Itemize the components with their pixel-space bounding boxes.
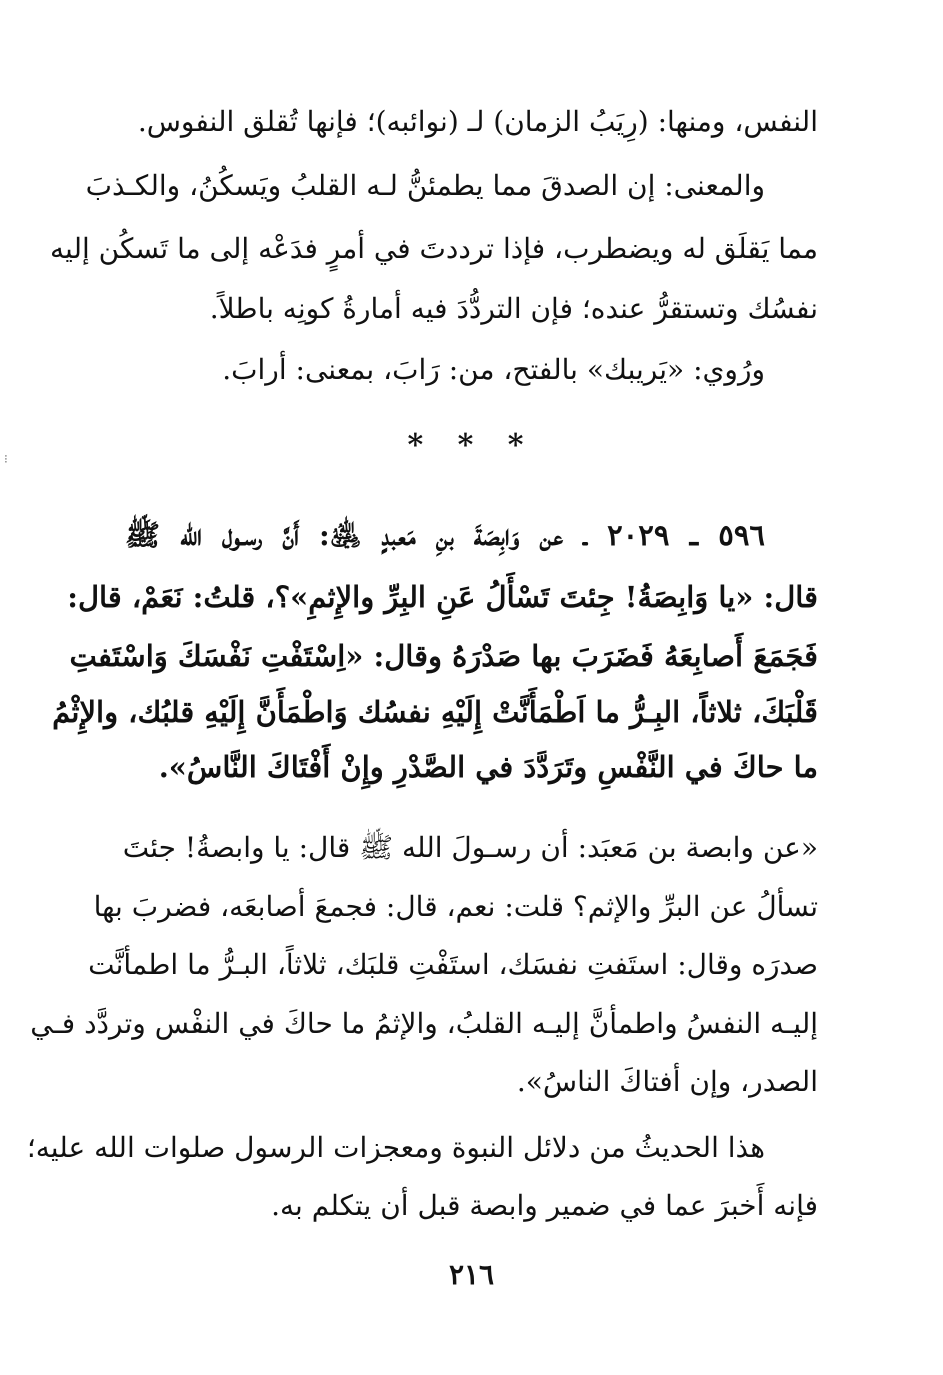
- text-line: ورُوي: «يَريبك» بالفتح، من: رَابَ، بمعنى: أرابَ.: [222, 353, 765, 386]
- text-line: مما يَقلَق له ويضطرب، فإذا ترددتَ في أمرٍ فدَعْه إلى ما تَسكُن إليه: [49, 232, 818, 265]
- text-line: النفس، ومنها: (رِيَبُ الزمان) لـ (نوائبه)؛ فإنها تُقلق النفوس.: [137, 105, 818, 138]
- page-number: ٢١٦: [448, 1258, 495, 1291]
- commentary-line: الصدر، وإن أفتاكَ الناسُ».: [516, 1065, 818, 1098]
- hadith-line: قَلْبَكَ، ثلاثاً، البِـرُّ ما اَطْمَأَنَّتْ إِلَيْهِ نفسُك وَاطْمَأَنَّ إِلَيْهِ قلبُك، والإِثْمُ: [52, 695, 818, 729]
- section-separator: * * *: [407, 428, 536, 463]
- margin-mark: ⁝: [4, 452, 8, 466]
- hadith-line: فَجَمَعَ أَصابِعَهُ فَضَرَبَ بها صَدْرَهُ وقال: «اِسْتَفْتِ نَفْسَكَ وَاسْتَفتِ: [69, 639, 818, 673]
- hadith-line: ٥٩٦ ـ ٢٠٢٩ ـ عن وَابِصَةَ بنِ مَعبدٍ ﵁: أَنَّ رسـول الله ﷺ: [125, 518, 765, 552]
- hadith-line: قال: «يا وَابِصَةُ! جِئتَ تَسْأَلُ عَنِ البِرِّ والإِثمِ»؟، قلتُ: نَعَمْ، قال:: [67, 580, 818, 614]
- text-line: والمعنى: إن الصدقَ مما يطمئنُّ لـه القلبُ ويَسكُنُ، والكـذبَ: [85, 169, 765, 202]
- hadith-line: ما حاكَ في النَّفْسِ وتَرَدَّدَ في الصَّدْرِ وإِنْ أَفْتَاكَ النَّاسُ».: [158, 750, 818, 784]
- commentary-line: تسألُ عن البرِّ والإثم؟ قلت: نعم، قال: فجمعَ أصابعَه، فضربَ بها: [93, 890, 818, 923]
- commentary-line: هذا الحديثُ من دلائل النبوة ومعجزات الرسول صلوات الله عليه؛: [26, 1131, 765, 1164]
- commentary-line: إليـه النفسُ واطمأنَّ إليـه القلبُ، والإثمُ ما حاكَ في النفْس وتردَّد فـي: [30, 1007, 818, 1040]
- commentary-line: «عن وابصة بن مَعبَد: أن رسـولَ الله ﷺ قال: يا وابصةُ! جئتَ: [122, 831, 818, 864]
- commentary-line: صدرَه وقال: استَفتِ نفسَك، استَفْتِ قلبَك، ثلاثاً، البـرُّ ما اطمأنَّت: [88, 948, 818, 981]
- text-line: نفسُك وتستقرُّ عنده؛ فإن التردُّدَ فيه أمارةُ كونِه باطلاً.: [209, 292, 818, 325]
- commentary-line: فإنه أَخبرَ عما في ضمير وابصة قبل أن يتكلم به.: [271, 1189, 818, 1222]
